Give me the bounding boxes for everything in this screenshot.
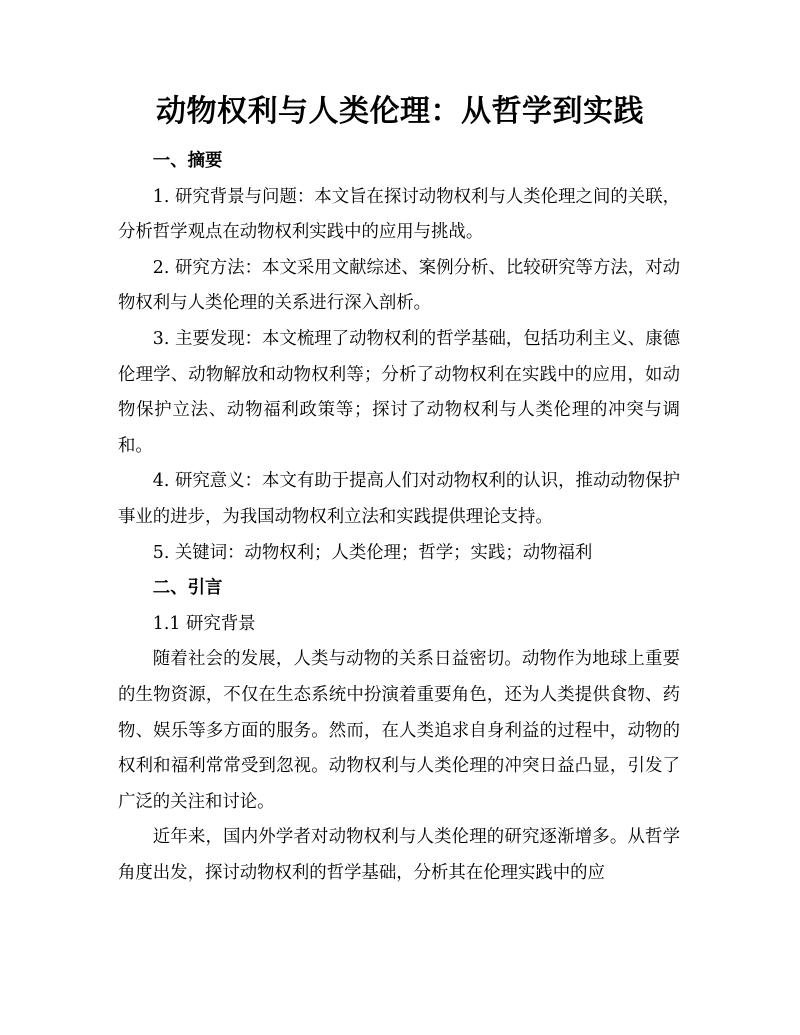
subsection-heading-background: 1.1 研究背景 (152, 613, 256, 634)
abstract-item-2: 2. 研究方法：本文采用文献综述、案例分析、比较研究等方法，对动物权利与人类伦理的关系进行深入剖析。 (118, 257, 680, 314)
intro-paragraph-2: 近年来，国内外学者对动物权利与人类伦理的研究逐渐增多。从哲学角度出发，探讨动物权利的哲学基础，分析其在伦理实践中的应 (118, 827, 680, 883)
abstract-item-1: 1. 研究背景与问题：本文旨在探讨动物权利与人类伦理之间的关联，分析哲学观点在动物权利实践中的应用与挑战。 (118, 186, 680, 243)
abstract-item-5-keywords: 5. 关键词：动物权利；人类伦理；哲学；实践；动物福利 (152, 542, 593, 563)
intro-paragraph-1: 随着社会的发展，人类与动物的关系日益密切。动物作为地球上重要的生物资源，不仅在生态系统中扮演着重要角色，还为人类提供食物、药物、娱乐等多方面的服务。然而，在人类追求自身利益的过程中，动物的权利和福利常常受到忽视。动物权利与人类伦理的冲突日益凸显，引发了广泛的关注和讨论。 (118, 649, 680, 812)
abstract-item-4: 4. 研究意义：本文有助于提高人们对动物权利的认识，推动动物保护事业的进步，为我国动物权利立法和实践提供理论支持。 (118, 471, 680, 527)
section-heading-introduction: 二、引言 (152, 578, 223, 599)
document-title: 动物权利与人类伦理：从哲学到实践 (156, 94, 644, 129)
abstract-item-3: 3. 主要发现：本文梳理了动物权利的哲学基础，包括功利主义、康德伦理学、动物解放和动物权利等；分析了动物权利在实践中的应用，如动物保护立法、动物福利政策等；探讨了动物权利与人类伦理的冲突与调和。 (118, 328, 680, 456)
document-body (118, 144, 680, 891)
section-heading-abstract: 一、摘要 (152, 151, 223, 171)
